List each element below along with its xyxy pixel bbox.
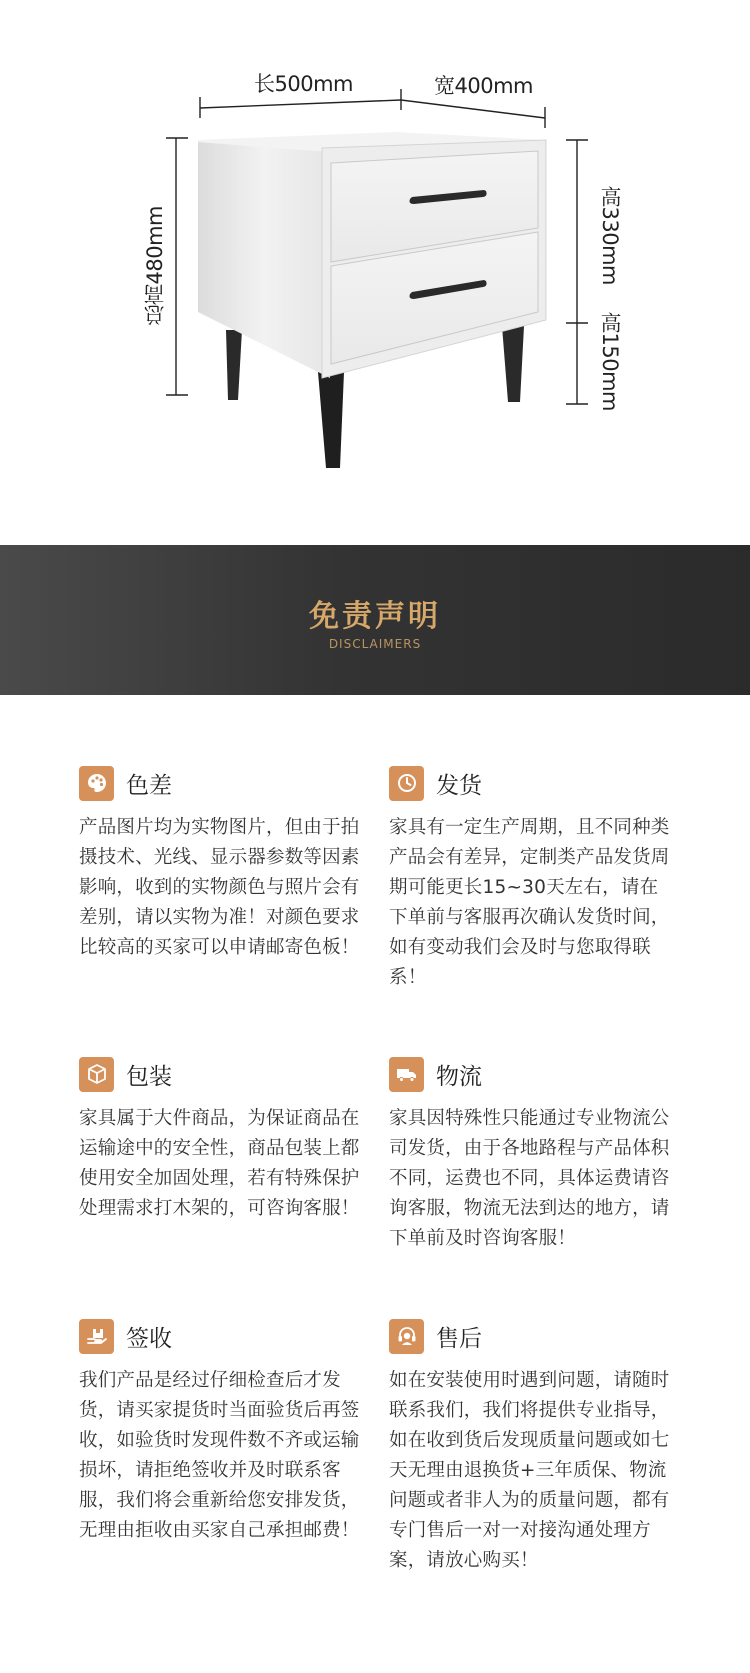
- body-height-dimension-label: 高330mm: [598, 186, 622, 285]
- total-height-dimension-label: 总高480mm: [143, 206, 167, 326]
- section-shipping: [389, 765, 674, 993]
- length-dimension-label: 长500mm: [254, 72, 353, 96]
- section-receiving: [79, 1318, 364, 1546]
- clock-icon: [389, 766, 424, 801]
- section-after-sales: [389, 1318, 674, 1576]
- section-text: 我们产品是经过仔细检查后才发货，请买家提货时当面验货后再签收，如验货时发现件数不齐或运输损坏，请拒绝签收并及时联系客服，我们将会重新给您安排发货，无理由拒收由买家自己承担邮费！: [79, 1370, 360, 1541]
- disclaimer-banner: [0, 545, 750, 695]
- section-logistics: [389, 1056, 674, 1254]
- section-title: 售后: [436, 1325, 482, 1352]
- leg-height-dimension-label: 高150mm: [598, 312, 622, 411]
- section-text: 家具有一定生产周期，且不同种类产品会有差异，定制类产品发货周期可能更长15~30天左右，请在下单前与客服再次确认发货时间，如有变动我们会及时与您取得联系！: [389, 817, 670, 988]
- section-text: 如在安装使用时遇到问题，请随时联系我们，我们将提供专业指导，如在收到货后发现质量问题或如七天无理由退换货+三年质保、物流问题或者非人为的质量问题，都有专门售后一对一对接沟通处理方案，请放心购买！: [389, 1370, 670, 1571]
- section-title: 色差: [126, 772, 172, 799]
- product-dimension-figure: [0, 0, 750, 545]
- banner-subtitle: DISCLAIMERS: [328, 637, 422, 651]
- truck-icon: [389, 1057, 424, 1092]
- section-text: 家具因特殊性只能通过专业物流公司发货，由于各地路程与产品体积不同，运费也不同，具体运费请咨询客服，物流无法到达的地方，请下单前及时咨询客服！: [389, 1108, 670, 1249]
- section-text: 家具属于大件商品，为保证商品在运输途中的安全性，商品包装上都使用安全加固处理，若有特殊保护处理需求打木架的，可咨询客服！: [79, 1108, 360, 1219]
- banner-title: 免责声明: [309, 599, 441, 634]
- box-icon: [79, 1057, 114, 1092]
- section-title: 签收: [126, 1325, 172, 1352]
- palette-icon: [79, 766, 114, 801]
- width-dimension-label: 宽400mm: [434, 74, 533, 98]
- section-color-difference: [79, 765, 364, 963]
- section-title: 包装: [126, 1063, 172, 1090]
- section-packaging: [79, 1056, 364, 1224]
- section-text: 产品图片均为实物图片，但由于拍摄技术、光线、显示器参数等因素影响，收到的实物颜色与照片会有差别，请以实物为准！对颜色要求比较高的买家可以申请邮寄色板！: [79, 817, 360, 958]
- nightstand-illustration: [0, 0, 750, 545]
- headset-icon: [389, 1319, 424, 1354]
- package-receive-icon: [79, 1319, 114, 1354]
- section-title: 物流: [436, 1063, 482, 1090]
- section-title: 发货: [436, 772, 482, 799]
